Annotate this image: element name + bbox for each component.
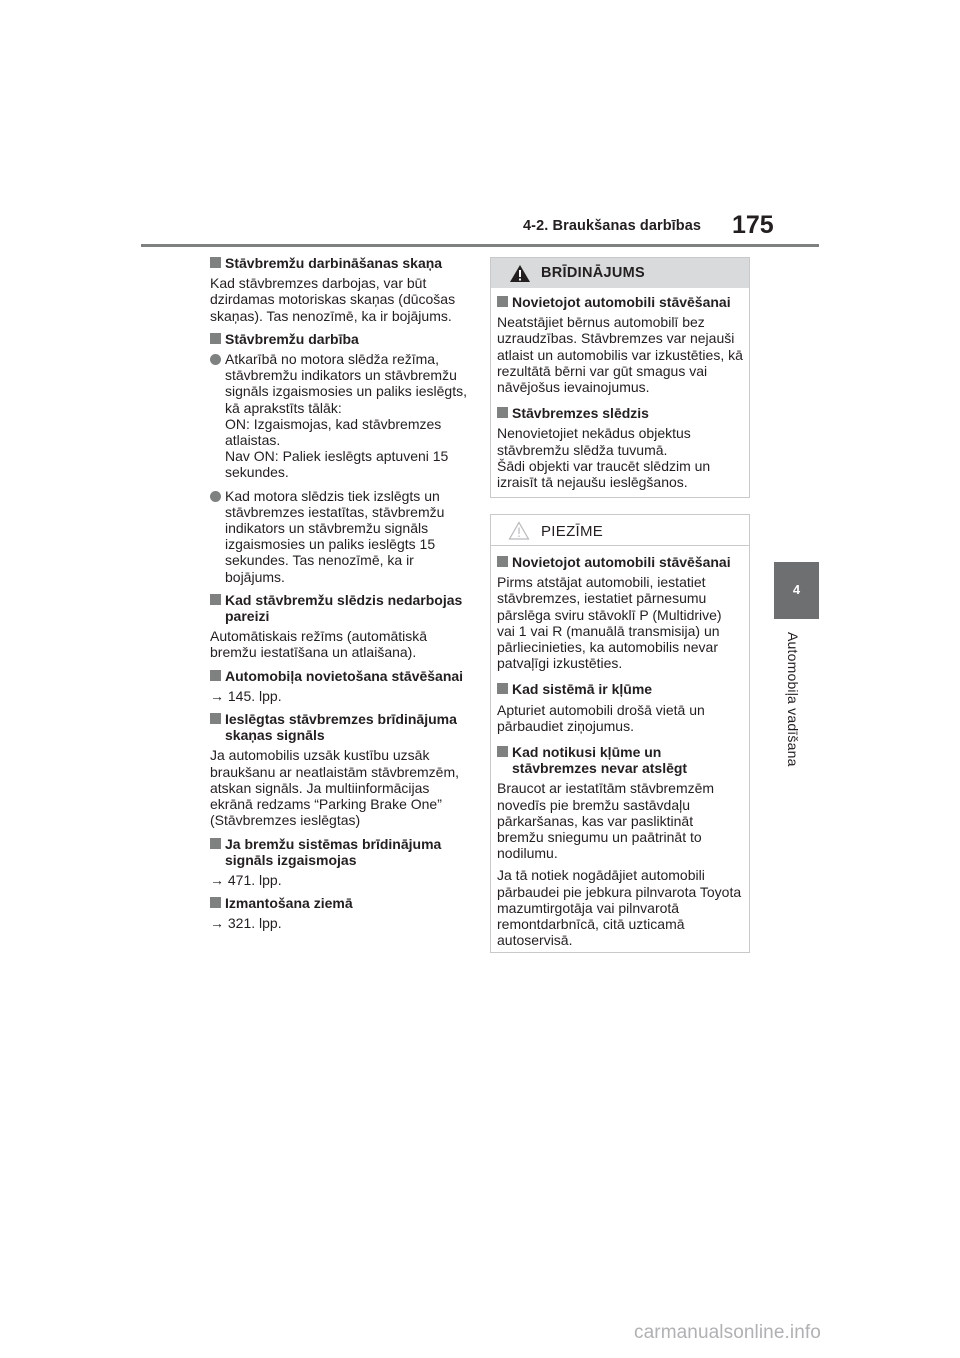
paragraph: Braucot ar iestatītām stāvbremzēm novedīs pie bremžu sastāvdaļu pārkaršanas, kas var pasliktināt bremžu sniegumu un paātrināt to nodilumu. [497, 780, 715, 862]
section-heading: Novietojot automobili stāvēšanai [497, 294, 743, 310]
square-bullet-icon [497, 683, 508, 694]
notice-triangle-icon [508, 521, 530, 540]
paragraph: Automātiskais režīms (automātiskā bremžu iestatīšana un atlaišana). [210, 628, 428, 661]
round-bullet-icon [210, 491, 221, 502]
section-heading: Kad notikusi kļūme un stāvbremzes nevar atslēgt [497, 744, 743, 776]
round-bullet-icon [210, 354, 221, 365]
paragraph: Ja automobilis uzsāk kustību uzsāk braukšanu ar neatlaistām stāvbremzēm, atskan signāls. Ja multiinformācijas ekrānā redzams “Parking Brake One” (Stāvbremzes ieslēgtas) [210, 747, 459, 829]
section-heading: Stāvbremžu darbināšanas skaņa [210, 255, 472, 271]
page-reference: → 471. lpp. [210, 871, 282, 888]
section-heading: Kad sistēmā ir kļūme [497, 681, 743, 697]
bullet-item: Kad motora slēdzis tiek izslēgts un stāvbremzes iestatītas, stāvbremžu indikators un stāvbremžu signāls izgaismosies un paliks ieslēgts 15 sekundes. Tas nenozīmē, ka ir bojājums. [210, 488, 472, 585]
square-bullet-icon [497, 556, 508, 567]
paragraph: Apturiet automobili drošā vietā un pārbaudiet ziņojumus. [497, 701, 705, 734]
warning-triangle-icon [509, 264, 531, 283]
notice-box [490, 514, 750, 953]
left-column [210, 255, 472, 939]
paragraph: Ja tā notiek nogādājiet automobili pārbaudei pie jebkura pilnvarota Toyota mazumtirgotāja vai pilnvarotā remontdarbnīcā, citā uzticamā autoservisā. [497, 867, 742, 949]
bullet-item: Atkarībā no motora slēdža režīma, stāvbremžu indikators un stāvbremžu signāls izgaismosies un paliks ieslēgts, kā aprakstīts tālāk: ON: Izgaismojas, kad stāvbremzes atlaistas. Nav ON: Paliek ieslēgts aptuveni 15 sekundes. [210, 351, 472, 481]
warning-header [491, 258, 749, 288]
square-bullet-icon [210, 333, 221, 344]
section-heading: Novietojot automobili stāvēšanai [497, 554, 743, 570]
square-bullet-icon [497, 407, 508, 418]
paragraph: Nenovietojiet nekādus objektus stāvbremžu slēdža tuvumā. Šādi objekti var traucēt slēdzim un izraisīt tā nejaušu ieslēgšanos. [497, 425, 711, 491]
section-heading: Stāvbremžu darbība [210, 331, 472, 347]
square-bullet-icon [210, 594, 221, 605]
page-number: 175 [732, 211, 774, 239]
paragraph: Neatstājiet bērnus automobilī bez uzraudzības. Stāvbremzes var nejauši atlaist un automobilis var izkustēties, kā rezultātā bērni var gūt smagus vai nāvējošus ievainojumus. [497, 314, 743, 396]
chapter-number: 4 [792, 582, 801, 597]
section-heading: Ja bremžu sistēmas brīdinājuma signāls izgaismojas [210, 836, 472, 868]
section-heading: Automobiļa novietošana stāvēšanai [210, 668, 472, 684]
warning-title: BRĪDINĀJUMS [541, 265, 645, 281]
chapter-tab [774, 562, 819, 619]
section-heading: Ieslēgtas stāvbremzes brīdinājuma skaņas signāls [210, 711, 472, 743]
notice-title: PIEZĪME [541, 523, 604, 540]
notice-header [491, 515, 749, 546]
square-bullet-icon [210, 713, 221, 724]
header-rule [141, 244, 819, 247]
section-heading: Stāvbremzes slēdzis [497, 405, 743, 421]
running-header-section: 4-2. Braukšanas darbības [523, 218, 702, 234]
watermark-text: carmanualsonline.info [634, 1322, 821, 1343]
warning-body [491, 288, 749, 490]
page-reference: → 321. lpp. [210, 915, 282, 932]
paragraph: Kad stāvbremzes darbojas, var būt dzirdamas motoriskas skaņas (dūcošas skaņas). Tas nenozīmē, ka ir bojājums. [210, 275, 456, 324]
warning-box [490, 257, 750, 498]
notice-body [491, 546, 749, 948]
square-bullet-icon [210, 257, 221, 268]
square-bullet-icon [497, 296, 508, 307]
square-bullet-icon [210, 838, 221, 849]
chapter-label: Automobiļa vadīšana [785, 632, 801, 767]
section-heading: Kad stāvbremžu slēdzis nedarbojas pareizi [210, 592, 472, 624]
square-bullet-icon [497, 746, 508, 757]
page-reference: → 145. lpp. [210, 687, 282, 704]
section-heading: Izmantošana ziemā [210, 895, 472, 911]
square-bullet-icon [210, 897, 221, 908]
paragraph: Pirms atstājat automobili, iestatiet stāvbremzes, iestatiet pārnesumu pārslēga sviru stāvoklī P (Multidrive) vai 1 vai R (manuālā transmisija) un pārliecinieties, ka automobilis nevar patvaļīgi izkustēties. [497, 574, 722, 672]
square-bullet-icon [210, 670, 221, 681]
